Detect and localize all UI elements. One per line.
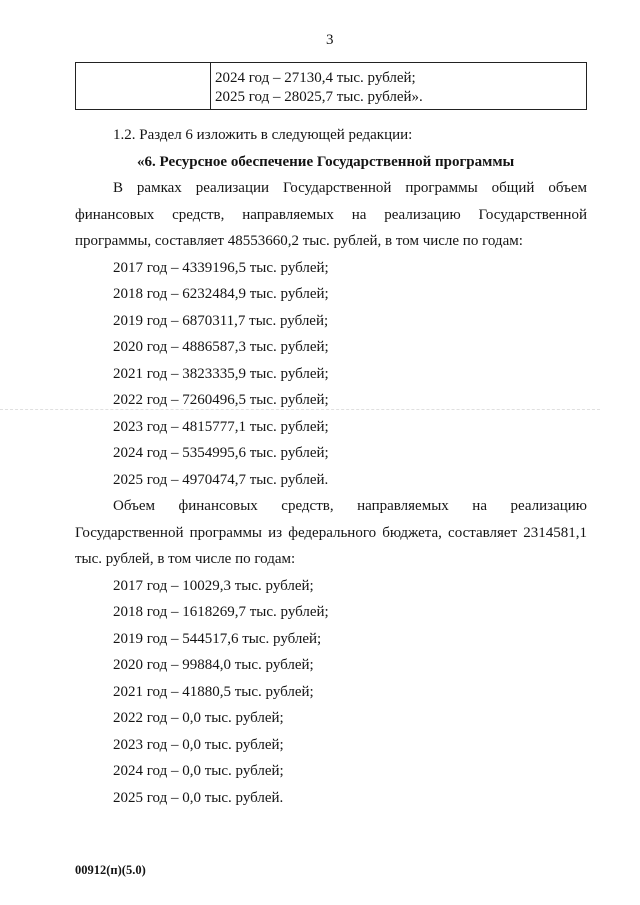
table-line: 2024 год – 27130,4 тыс. рублей; <box>215 70 416 86</box>
document-footer-code: 00912(п)(5.0) <box>75 863 146 877</box>
paragraph-line: тыс. рублей, в том числе по годам: <box>75 551 296 567</box>
page-number: 3 <box>326 32 334 48</box>
list-item: 2021 год – 41880,5 тыс. рублей; <box>113 683 314 700</box>
table-cell-left <box>76 63 211 109</box>
continuation-table <box>75 62 587 110</box>
list-item: 2022 год – 7260496,5 тыс. рублей; <box>113 392 329 408</box>
paragraph-line: В рамках реализации Государственной программы общий объем <box>113 180 587 196</box>
total-funding-by-year-list <box>75 255 587 494</box>
list-item: 2023 год – 0,0 тыс. рублей; <box>113 736 284 753</box>
list-item: 2020 год – 4886587,3 тыс. рублей; <box>113 339 329 355</box>
document-body <box>75 122 587 811</box>
table-line: 2025 год – 28025,7 тыс. рублей». <box>215 89 423 105</box>
list-item: 2021 год – 3823335,9 тыс. рублей; <box>113 365 329 382</box>
table-cell-right <box>211 63 586 109</box>
list-item: 2019 год – 6870311,7 тыс. рублей; <box>113 312 329 329</box>
paragraph-line: Государственной программы из федерального бюджета, составляет 2314581,1 <box>75 524 587 541</box>
federal-funding-by-year-list <box>75 573 587 812</box>
list-item: 2024 год – 5354995,6 тыс. рублей; <box>113 445 329 461</box>
list-item: 2018 год – 6232484,9 тыс. рублей; <box>113 286 329 302</box>
amendment-text: 1.2. Раздел 6 изложить в следующей редакции: <box>113 127 413 143</box>
list-item: 2018 год – 1618269,7 тыс. рублей; <box>113 604 329 620</box>
list-item: 2017 год – 10029,3 тыс. рублей; <box>113 577 314 594</box>
paragraph-line: финансовых средств, направляемых на реализацию Государственной <box>75 206 587 223</box>
list-item: 2023 год – 4815777,1 тыс. рублей; <box>113 418 329 435</box>
paragraph-line: программы, составляет 48553660,2 тыс. рублей, в том числе по годам: <box>75 233 523 249</box>
paragraph-federal-funding <box>75 493 587 573</box>
list-item: 2024 год – 0,0 тыс. рублей; <box>113 763 284 779</box>
list-item: 2025 год – 4970474,7 тыс. рублей. <box>113 471 329 488</box>
list-item: 2025 год – 0,0 тыс. рублей. <box>113 789 284 806</box>
list-item: 2022 год – 0,0 тыс. рублей; <box>113 710 284 726</box>
paragraph-line: Объем финансовых средств, направляемых на реализацию <box>113 498 587 514</box>
list-item: 2017 год – 4339196,5 тыс. рублей; <box>113 259 329 276</box>
list-item: 2019 год – 544517,6 тыс. рублей; <box>113 630 322 647</box>
list-item: 2020 год – 99884,0 тыс. рублей; <box>113 657 314 673</box>
paragraph-total-funding <box>75 175 587 255</box>
section-heading: «6. Ресурсное обеспечение Государственной программы <box>137 153 515 170</box>
